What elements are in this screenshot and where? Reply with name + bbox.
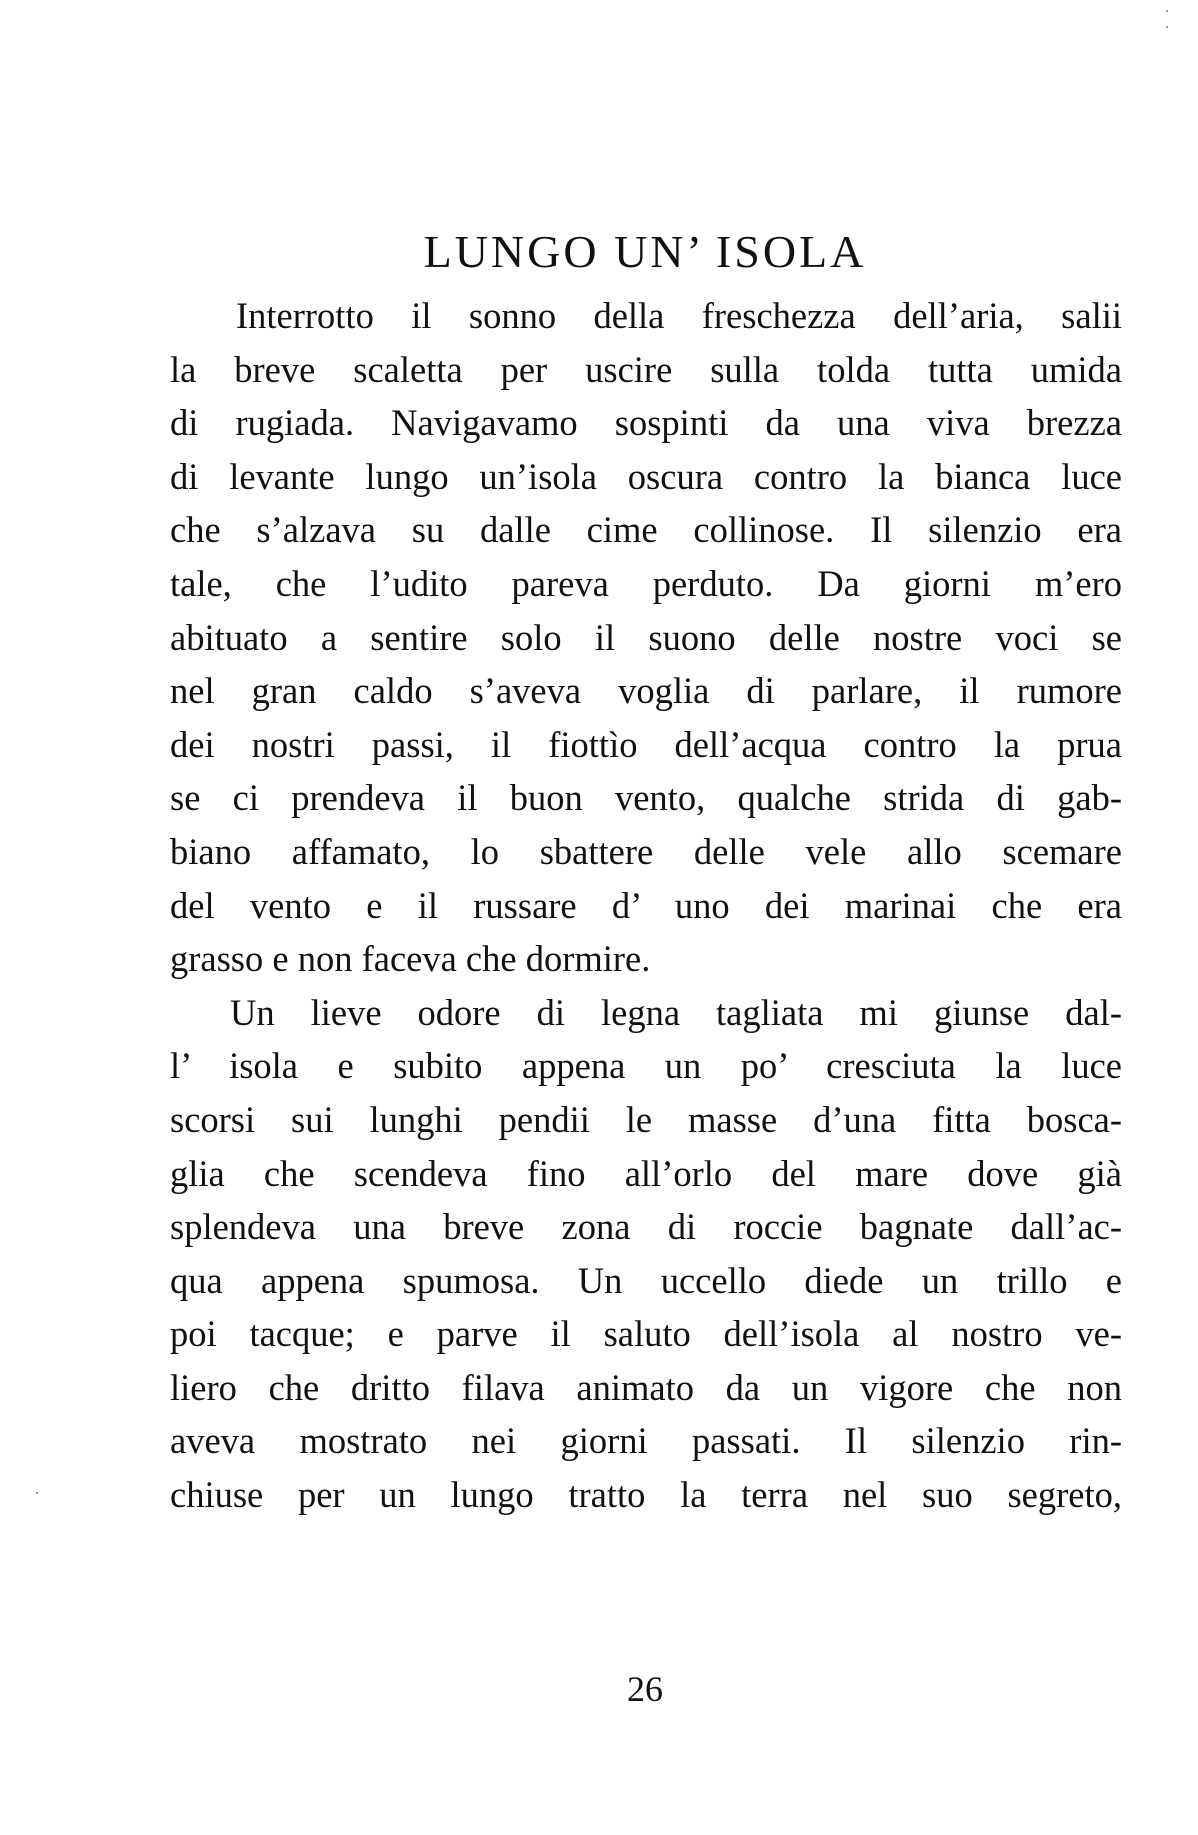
text-line: l’ isola e subito appena un po’ cresciuta la luce [170, 1045, 1122, 1087]
text-line: dei nostri passi, il fiottìo dell’acqua contro la prua [170, 723, 1122, 765]
text-line: liero che dritto filava animato da un vigore che non [170, 1366, 1122, 1408]
text-line: tale, che l’udito pareva perduto. Da giorni m’ero [170, 562, 1122, 604]
text-line: chiuse per un lungo tratto la terra nel suo segreto, [170, 1474, 1122, 1516]
text-line: Interrotto il sonno della freschezza dell’aria, salii [236, 295, 1122, 336]
text-line: Un lieve odore di legna tagliata mi giunse dal- [230, 991, 1122, 1033]
paper-speck [1166, 10, 1168, 12]
text-line: scorsi sui lunghi pendii le masse d’una fitta bosca- [170, 1098, 1122, 1140]
text-line: aveva mostrato nei giorni passati. Il silenzio rin- [170, 1420, 1122, 1462]
text-line: di rugiada. Navigavamo sospinti da una viva brezza [170, 402, 1122, 444]
page-number: 26 [627, 1669, 663, 1709]
text-line: splendeva una breve zona di roccie bagnate dall’ac- [170, 1206, 1122, 1248]
body-text [170, 289, 1122, 1522]
text-line: glia che scendeva fino all’orlo del mare dove già [170, 1152, 1122, 1194]
text-line: del vento e il russare d’ uno dei marinai che era [170, 884, 1122, 926]
paper-speck [1166, 26, 1168, 28]
text-line: poi tacque; e parve il saluto dell’isola al nostro ve- [170, 1313, 1122, 1355]
text-line: abituato a sentire solo il suono delle nostre voci se [170, 616, 1122, 658]
chapter-title: LUNGO UN’ ISOLA [423, 226, 867, 277]
text-line: la breve scaletta per uscire sulla tolda tutta umida [170, 348, 1122, 390]
paper-speck [36, 1492, 38, 1494]
text-line: che s’alzava su dalle cime collinose. Il silenzio era [170, 509, 1122, 551]
text-line: qua appena spumosa. Un uccello diede un trillo e [170, 1259, 1122, 1301]
text-line: biano affamato, lo sbattere delle vele allo scemare [170, 830, 1122, 872]
text-line: nel gran caldo s’aveva voglia di parlare, il rumore [170, 670, 1122, 712]
text-line: di levante lungo un’isola oscura contro la bianca luce [170, 455, 1122, 497]
text-line: grasso e non faceva che dormire. [170, 938, 651, 980]
text-line: se ci prendeva il buon vento, qualche strida di gab- [170, 777, 1122, 819]
